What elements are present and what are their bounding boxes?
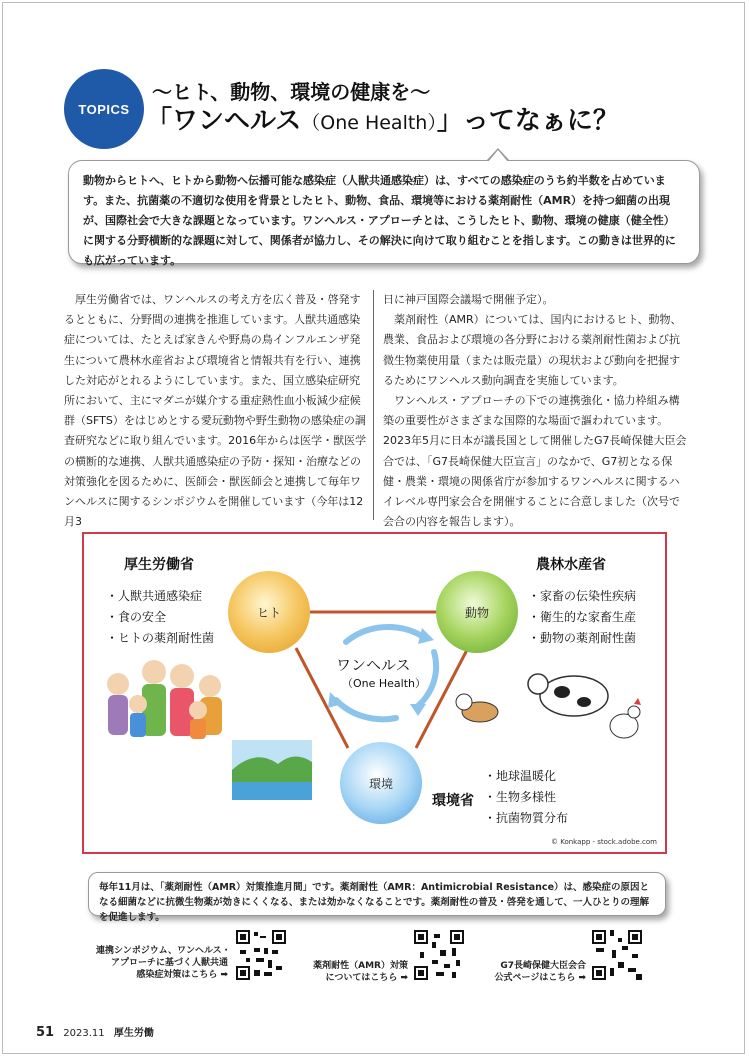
intro-box [68,160,700,267]
qr-label-line: 薬剤耐性（AMR）対策 [313,961,408,971]
landscape-illustration [232,740,312,800]
animals-illustration [456,674,641,738]
one-health-diagram [82,532,667,854]
list-item: ・ヒトの薬剤耐性菌 [106,631,215,645]
list-item: ・動物の薬剤耐性菌 [528,631,637,645]
family-illustration [107,660,222,739]
list-item: ・食の安全 [106,610,167,624]
column-divider [373,290,374,520]
issue-date: 2023.11 [63,1028,105,1039]
maff-items [528,586,636,649]
list-item: ・家畜の伝染性疾病 [528,589,637,603]
env-items [484,766,568,829]
one-health-label: ワンヘルス [336,656,411,674]
title-post: 」ってなぁに？ [436,106,619,136]
list-item: ・人獣共通感染症 [106,589,203,603]
body-paragraph: ワンヘルス・アプローチの下での連携強化・協力枠組み構築の重要性がさまざまな国際的な場面で謳われています。2023年5月に日本が議長国として開催したG7長崎保健大臣会合では、「G7長崎保健大臣宣言」のなかで、G7初となる保健・農業・環境の関係省庁が参加するワンヘルスに関するハイレベル専門家会合を開催することに合意しました（次号で会合の内容を報告します）。 [383,394,687,529]
qr-code-icon[interactable] [414,930,464,980]
qr-code-icon[interactable] [236,930,286,980]
qr-label-line: 連携シンポジウム、ワンヘルス・ [96,946,231,956]
body-left-column [64,290,368,532]
title-pre: 「ワンヘルス [146,106,302,136]
qr-label-line: G7長崎保健大臣会合 [500,961,586,971]
qr-label-line: 感染症対策はこちら ➡ [136,970,228,980]
maff-label: 農林水産省 [536,557,606,573]
mhlw-items [106,586,214,649]
qr-label-line: 公式ページはこちら ➡ [494,973,586,983]
page-footer [36,1024,154,1040]
amr-note-text: 毎年11月は、「薬剤耐性（AMR）対策推進月間」です。薬剤耐性（AMR：Antimicrobial Resistance）は、感染症の原因となる細菌などに抗微生物薬が効きにくくなる、または効かなくなることです。薬剤耐性の普及・啓発を通して、一人ひとりの理解を促進します。 [99,882,650,923]
page-number: 51 [36,1025,55,1040]
qr-label-line: についてはこちら ➡ [325,973,408,983]
intro-tail-inner [488,150,508,162]
list-item: ・抗菌物質分布 [484,811,569,825]
page-title [146,100,619,137]
node-animal: 動物 [436,571,518,653]
list-item: ・生物多様性 [484,790,557,804]
qr-label-line: アプローチに基づく人獣共通 [110,958,228,968]
node-environment: 環境 [340,742,422,824]
intro-text: 動物からヒトへ、ヒトから動物へ伝播可能な感染症（人獣共通感染症）は、すべての感染症のうち約半数を占めています。また、抗菌薬の不適切な使用を背景としたヒト、動物、食品、環境等における薬剤耐性（AMR）を持つ細菌の出現が、国際社会で大きな課題となっています。ワンヘルス・アプローチとは、こうしたヒト、動物、環境の健康（健全性）に関する分野横断的な課題に対して、関係者が協力し、その解決に向けて取り組むことを指します。この動きは世界的にも広がっています。 [83,174,676,267]
body-paragraph: 日に神戸国際会議場で開催予定）。 [383,293,554,306]
topics-badge: TOPICS [64,69,144,149]
page-subtitle: 〜ヒト、動物、環境の健康を〜 [152,80,431,104]
qr-label-symposium[interactable] [96,945,231,981]
list-item: ・衛生的な家畜生産 [528,610,637,624]
image-credit: © Konkapp - stock.adobe.com [550,838,657,846]
body-paragraph: 薬剤耐性（AMR）については、国内におけるヒト、動物、農業、食品および環境の各分野における薬剤耐性菌および抗微生物薬使用量（または販売量）の現状および動向を把握するためにワンヘルス動向調査を実施しています。 [383,313,682,387]
env-label: 環境省 [432,793,474,809]
mhlw-label: 厚生労働省 [124,557,194,573]
amr-note-box [88,872,666,923]
qr-code-icon[interactable] [592,930,642,980]
one-health-en-label: （One Health） [342,677,427,690]
title-en: （One Health） [301,112,437,134]
qr-label-amr[interactable] [300,960,408,984]
body-right-column [383,290,687,532]
body-paragraph: 厚生労働省では、ワンヘルスの考え方を広く普及・啓発するとともに、分野間の連携を推進しています。人獣共通感染症については、たとえば家きんや野鳥の鳥インフルエンザ発生について農林水産省および環境省と情報共有を行い、連携した対応がとれるようにしています。また、国立感染症研究所において、主にマダニが媒介する重症熱性血小板減少症候群（SFTS）をはじめとする愛玩動物や野生動物の感染症の調査研究などに取り組んでいます。2016年からは医学・獣医学の横断的な連携、人獣共通感染症の予防・探知・治療などの対策強化を図るために、医師会・獣医師会と連携して毎年ワンヘルスに関するシンポジウムを開催しています（今年は12月3 [64,293,367,529]
magazine-name: 厚生労働 [113,1028,154,1039]
node-human: ヒト [228,571,310,653]
qr-label-g7[interactable] [478,960,586,984]
list-item: ・地球温暖化 [484,769,557,783]
